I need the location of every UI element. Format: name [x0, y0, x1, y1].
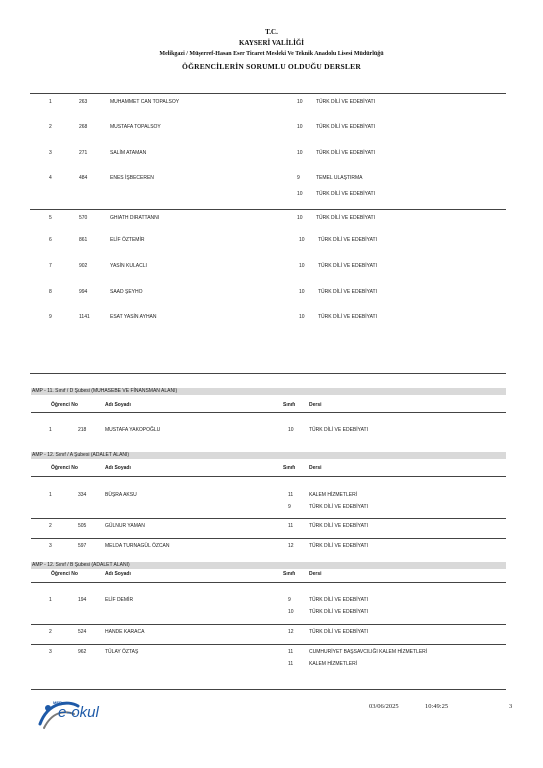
student-number: 484: [79, 175, 88, 181]
class-level: 9: [288, 504, 291, 510]
student-number: 263: [79, 99, 88, 105]
class-level: 10: [297, 124, 303, 130]
row-index: 8: [49, 289, 52, 295]
row-rule: [30, 209, 506, 210]
section-header: AMP - 12. Sınıf / B Şubesi (ADALET ALANI): [31, 562, 506, 569]
student-number: 861: [79, 237, 88, 243]
class-level: 11: [288, 661, 294, 667]
course-name: TÜRK DİLİ VE EDEBİYATI: [309, 543, 368, 549]
student-name: MUSTAFA TOPALSOY: [110, 124, 161, 130]
student-name: MUSTAFA YAKOPOĞLU: [105, 427, 161, 433]
row-index: 9: [49, 314, 52, 320]
course-name: TÜRK DİLİ VE EDEBİYATI: [309, 609, 368, 615]
row-index: 1: [49, 492, 52, 498]
row-index: 1: [49, 427, 52, 433]
col-header-name: Adı Soyadı: [105, 571, 131, 577]
col-header-student-no: Öğrenci No: [51, 465, 78, 471]
logo-eokul-text: e-okul: [58, 704, 99, 721]
col-header-class: Sınıfı: [283, 465, 296, 471]
course-name: TÜRK DİLİ VE EDEBİYATI: [318, 289, 377, 295]
student-name: ELİF DEMİR: [105, 597, 134, 603]
student-number: 994: [79, 289, 88, 295]
student-name: TÜLAY ÖZTAŞ: [105, 649, 139, 655]
student-number: 524: [78, 629, 87, 635]
student-number: 597: [78, 543, 87, 549]
student-number: 334: [78, 492, 87, 498]
section-header-rule: [31, 412, 506, 413]
page-number: 3: [509, 703, 513, 710]
student-name: ESAT YASİN AYHAN: [110, 314, 157, 320]
class-level: 9: [288, 597, 291, 603]
row-index: 3: [49, 649, 52, 655]
course-name: TÜRK DİLİ VE EDEBİYATI: [309, 629, 368, 635]
top-table-rule: [30, 93, 506, 94]
row-index: 4: [49, 175, 52, 181]
row-index: 3: [49, 543, 52, 549]
course-name: TÜRK DİLİ VE EDEBİYATI: [309, 504, 368, 510]
course-name: TÜRK DİLİ VE EDEBİYATI: [309, 523, 368, 529]
course-name: TÜRK DİLİ VE EDEBİYATI: [316, 191, 375, 197]
report-title: ÖĞRENCİLERİN SORUMLU OLDUĞU DERSLER: [182, 62, 361, 71]
student-number: 268: [79, 124, 88, 130]
course-name: KALEM HİZMETLERİ: [309, 661, 358, 667]
class-level: 10: [288, 427, 294, 433]
class-level: 10: [299, 263, 305, 269]
row-index: 3: [49, 150, 52, 156]
student-number: 505: [78, 523, 87, 529]
row-index: 2: [49, 124, 52, 130]
student-name: ELİF ÖZTEMİR: [110, 237, 145, 243]
student-name: MELDA TURNAGÜL ÖZCAN: [105, 543, 170, 549]
col-header-course: Dersi: [309, 571, 322, 577]
class-level: 11: [288, 523, 294, 529]
student-name: MUHAMMET CAN TOPALSOY: [110, 99, 180, 105]
top-table-end-rule: [30, 373, 506, 374]
course-name: TÜRK DİLİ VE EDEBİYATI: [309, 427, 368, 433]
row-index: 2: [49, 523, 52, 529]
student-number: 902: [79, 263, 88, 269]
course-name: KALEM HİZMETLERİ: [309, 492, 358, 498]
class-level: 10: [299, 314, 305, 320]
section-header-rule: [31, 476, 506, 477]
class-level: 11: [288, 649, 294, 655]
student-number: 271: [79, 150, 88, 156]
student-number: 218: [78, 427, 87, 433]
row-rule: [31, 518, 506, 519]
row-index: 5: [49, 215, 52, 221]
row-index: 2: [49, 629, 52, 635]
student-name: SAAD ŞEYHO: [110, 289, 143, 295]
class-level: 10: [297, 99, 303, 105]
class-level: 10: [297, 215, 303, 221]
logo-meb-text: MEB: [53, 700, 62, 705]
class-level: 9: [297, 175, 300, 181]
student-name: HANDE KARACA: [105, 629, 145, 635]
col-header-student-no: Öğrenci No: [51, 402, 78, 408]
footer-time: 10:49:25: [425, 703, 449, 710]
course-name: TÜRK DİLİ VE EDEBİYATI: [316, 99, 375, 105]
student-number: 570: [79, 215, 88, 221]
col-header-course: Dersi: [309, 402, 322, 408]
header-governorship: KAYSERİ VALİLİĞİ: [238, 39, 305, 47]
student-name: SALİM ATAMAN: [110, 150, 147, 156]
section-header-rule: [31, 582, 506, 583]
course-name: TÜRK DİLİ VE EDEBİYATI: [309, 597, 368, 603]
header-tc: T.C.: [265, 28, 278, 36]
student-number: 962: [78, 649, 87, 655]
student-name: ENES İŞBECEREN: [110, 175, 154, 181]
section-header: AMP - 12. Sınıf / A Şubesi (ADALET ALANI): [31, 452, 506, 459]
class-level: 10: [299, 289, 305, 295]
col-header-name: Adı Soyadı: [105, 465, 131, 471]
course-name: TÜRK DİLİ VE EDEBİYATI: [316, 215, 375, 221]
class-level: 12: [288, 629, 294, 635]
eokul-logo: [34, 694, 114, 734]
col-header-name: Adı Soyadı: [105, 402, 131, 408]
row-index: 7: [49, 263, 52, 269]
section-header: AMP - 11. Sınıf / D Şubesi (MUHASEBE VE FİNANSMAN ALANI): [31, 388, 506, 395]
student-number: 1141: [79, 314, 90, 320]
student-name: BÜŞRA AKSU: [105, 492, 137, 498]
course-name: TÜRK DİLİ VE EDEBİYATI: [318, 263, 377, 269]
row-rule: [31, 538, 506, 539]
class-level: 12: [288, 543, 294, 549]
col-header-class: Sınıfı: [283, 402, 296, 408]
class-level: 10: [297, 191, 303, 197]
class-level: 10: [288, 609, 294, 615]
course-name: TEMEL ULAŞTIRMA: [316, 175, 363, 181]
col-header-course: Dersi: [309, 465, 322, 471]
student-number: 194: [78, 597, 87, 603]
class-level: 10: [299, 237, 305, 243]
student-name: GÜLNUR YAMAN: [105, 523, 145, 529]
row-index: 6: [49, 237, 52, 243]
student-name: YASİN KULACLI: [110, 263, 147, 269]
course-name: TÜRK DİLİ VE EDEBİYATI: [318, 237, 377, 243]
course-name: TÜRK DİLİ VE EDEBİYATI: [316, 150, 375, 156]
course-name: TÜRK DİLİ VE EDEBİYATI: [318, 314, 377, 320]
class-level: 11: [288, 492, 294, 498]
header-school: Melikgazi / Müşerref-Hasan Eser Ticaret Mesleki Ve Teknik Anadolu Lisesi Müdürlüğü: [159, 51, 384, 57]
row-rule: [31, 624, 506, 625]
course-name: TÜRK DİLİ VE EDEBİYATI: [316, 124, 375, 130]
footer-date: 03/06/2025: [369, 703, 399, 710]
row-rule: [31, 644, 506, 645]
course-name: CUMHURİYET BAŞSAVCILIĞI KALEM HİZMETLERİ: [309, 649, 428, 655]
table-bottom-rule: [31, 689, 506, 690]
row-index: 1: [49, 99, 52, 105]
row-index: 1: [49, 597, 52, 603]
student-name: GHIATH DIRATTANNI: [110, 215, 160, 221]
col-header-student-no: Öğrenci No: [51, 571, 78, 577]
col-header-class: Sınıfı: [283, 571, 296, 577]
class-level: 10: [297, 150, 303, 156]
